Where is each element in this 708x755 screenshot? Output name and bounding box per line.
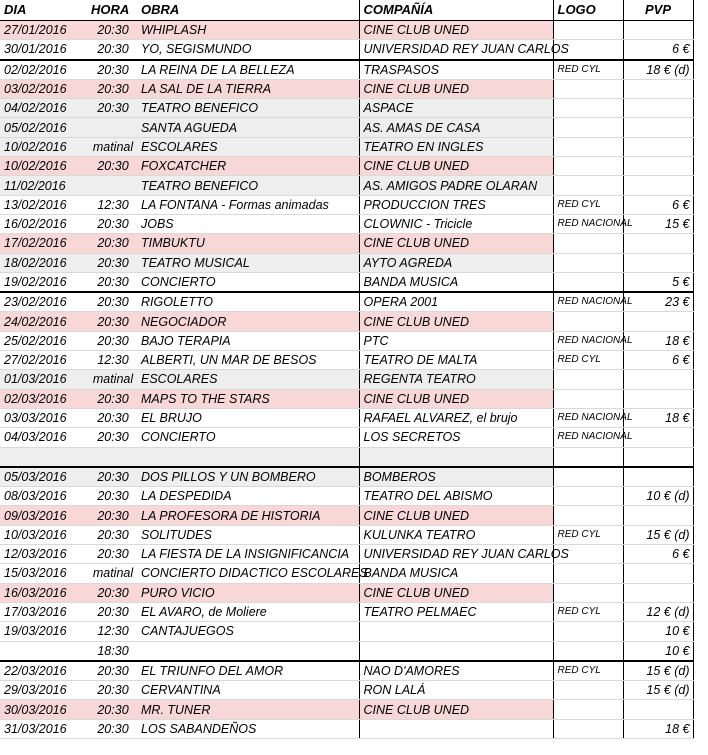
- cell-pvp: [623, 506, 693, 525]
- table-row: [0, 214, 693, 233]
- cell-obra: TEATRO BENEFICO: [137, 176, 359, 195]
- cell-dia: 08/03/2016: [0, 487, 87, 506]
- cell-hora: 20:30: [87, 661, 137, 681]
- cell-obra: JOBS: [137, 214, 359, 233]
- cell-compania: CINE CLUB UNED: [359, 234, 553, 253]
- cell-dia: 05/02/2016: [0, 118, 87, 137]
- header-hora: HORA: [87, 0, 137, 21]
- cell-logo: [553, 157, 623, 176]
- header-compania: COMPAÑÍA: [359, 0, 553, 21]
- cell-pvp: [623, 99, 693, 118]
- cell-dia: 02/03/2016: [0, 389, 87, 408]
- cell-logo: RED CYL: [553, 525, 623, 544]
- cell-hora: 20:30: [87, 719, 137, 738]
- cell-dia: 31/03/2016: [0, 719, 87, 738]
- cell-hora: 20:30: [87, 467, 137, 487]
- cell-obra: PURO VICIO: [137, 583, 359, 602]
- cell-dia: 13/02/2016: [0, 195, 87, 214]
- cell-pvp: 6 €: [623, 545, 693, 564]
- cell-hora: 20:30: [87, 234, 137, 253]
- cell-pvp: 12 € (d): [623, 602, 693, 621]
- cell-logo: [553, 583, 623, 602]
- cell-logo: [553, 719, 623, 738]
- cell-obra: MR. TUNER: [137, 700, 359, 719]
- cell-pvp: [623, 157, 693, 176]
- cell-pvp: 6 €: [623, 195, 693, 214]
- cell-dia: 05/03/2016: [0, 467, 87, 487]
- cell-hora: 20:30: [87, 253, 137, 272]
- cell-pvp: 6 €: [623, 351, 693, 370]
- cell-compania: UNIVERSIDAD REY JUAN CARLOS: [359, 545, 553, 564]
- cell-obra: YO, SEGISMUNDO: [137, 40, 359, 60]
- table-body: [0, 21, 693, 739]
- cell-pvp: [623, 312, 693, 331]
- cell-logo: [553, 641, 623, 661]
- cell-hora: 12:30: [87, 622, 137, 641]
- cell-obra: LA DESPEDIDA: [137, 487, 359, 506]
- cell-dia: 04/02/2016: [0, 99, 87, 118]
- cell-hora: 20:30: [87, 99, 137, 118]
- cell-dia: 17/02/2016: [0, 234, 87, 253]
- cell-obra: CANTAJUEGOS: [137, 622, 359, 641]
- cell-hora: 20:30: [87, 40, 137, 60]
- cell-logo: [553, 487, 623, 506]
- cell-obra: LOS SABANDEÑOS: [137, 719, 359, 738]
- cell-compania: BANDA MUSICA: [359, 564, 553, 583]
- cell-hora: 12:30: [87, 195, 137, 214]
- table-row: [0, 79, 693, 98]
- cell-compania: NAO D'AMORES: [359, 661, 553, 681]
- cell-obra: ESCOLARES: [137, 137, 359, 156]
- cell-hora: 20:30: [87, 60, 137, 80]
- cell-obra: FOXCATCHER: [137, 157, 359, 176]
- cell-logo: [553, 506, 623, 525]
- cell-hora: 20:30: [87, 602, 137, 621]
- cell-compania: TEATRO DE MALTA: [359, 351, 553, 370]
- cell-hora: 20:30: [87, 700, 137, 719]
- cell-logo: [553, 99, 623, 118]
- cell-hora: 20:30: [87, 389, 137, 408]
- cell-dia: 10/02/2016: [0, 137, 87, 156]
- cell-pvp: [623, 447, 693, 467]
- cell-obra: EL TRIUNFO DEL AMOR: [137, 661, 359, 681]
- cell-hora: 20:30: [87, 487, 137, 506]
- cell-pvp: 18 €: [623, 719, 693, 738]
- cell-hora: matinal: [87, 137, 137, 156]
- cell-logo: [553, 21, 623, 40]
- cell-dia: 24/02/2016: [0, 312, 87, 331]
- cell-compania: LOS SECRETOS: [359, 428, 553, 447]
- cell-dia: 15/03/2016: [0, 564, 87, 583]
- table-row: [0, 506, 693, 525]
- cell-pvp: [623, 253, 693, 272]
- cell-compania: CINE CLUB UNED: [359, 21, 553, 40]
- cell-logo: [553, 234, 623, 253]
- cell-compania: KULUNKA TEATRO: [359, 525, 553, 544]
- cell-hora: 20:30: [87, 79, 137, 98]
- cell-obra: [137, 447, 359, 467]
- cell-hora: 20:30: [87, 292, 137, 312]
- cell-pvp: [623, 21, 693, 40]
- cell-compania: CINE CLUB UNED: [359, 700, 553, 719]
- cell-dia: 29/03/2016: [0, 681, 87, 700]
- cell-obra: EL AVARO, de Moliere: [137, 602, 359, 621]
- cell-dia: 27/01/2016: [0, 21, 87, 40]
- table-row: [0, 467, 693, 487]
- cell-logo: [553, 447, 623, 467]
- cell-logo: [553, 700, 623, 719]
- cell-hora: 20:30: [87, 506, 137, 525]
- cell-logo: RED NACIONAL: [553, 331, 623, 350]
- cell-obra: CONCIERTO DIDACTICO ESCOLARES: [137, 564, 359, 583]
- cell-obra: ALBERTI, UN MAR DE BESOS: [137, 351, 359, 370]
- cell-logo: [553, 622, 623, 641]
- cell-obra: EL BRUJO: [137, 408, 359, 427]
- table-row: [0, 408, 693, 427]
- cell-compania: PRODUCCION TRES: [359, 195, 553, 214]
- header-obra: OBRA: [137, 0, 359, 21]
- cell-compania: TEATRO EN INGLES: [359, 137, 553, 156]
- cell-hora: 12:30: [87, 351, 137, 370]
- table-row: [0, 40, 693, 60]
- table-row: [0, 428, 693, 447]
- cell-obra: LA REINA DE LA BELLEZA: [137, 60, 359, 80]
- cell-pvp: 10 €: [623, 641, 693, 661]
- table-row: [0, 99, 693, 118]
- cell-hora: 20:30: [87, 525, 137, 544]
- table-row: [0, 157, 693, 176]
- cell-logo: [553, 253, 623, 272]
- cell-logo: RED CYL: [553, 351, 623, 370]
- cell-dia: 10/03/2016: [0, 525, 87, 544]
- cell-obra: ESCOLARES: [137, 370, 359, 389]
- table-row: [0, 661, 693, 681]
- cell-obra: CONCIERTO: [137, 272, 359, 292]
- cell-pvp: [623, 118, 693, 137]
- cell-pvp: 18 €: [623, 331, 693, 350]
- cell-logo: [553, 176, 623, 195]
- header-pvp: PVP: [623, 0, 693, 21]
- cell-compania: BANDA MUSICA: [359, 272, 553, 292]
- cell-pvp: 15 € (d): [623, 525, 693, 544]
- cell-logo: [553, 272, 623, 292]
- cell-hora: 20:30: [87, 157, 137, 176]
- cell-compania: REGENTA TEATRO: [359, 370, 553, 389]
- cell-compania: [359, 719, 553, 738]
- cell-dia: [0, 641, 87, 661]
- cell-obra: LA FIESTA DE LA INSIGNIFICANCIA: [137, 545, 359, 564]
- cell-hora: 18:30: [87, 641, 137, 661]
- table-row: [0, 370, 693, 389]
- cell-compania: OPERA 2001: [359, 292, 553, 312]
- header-dia: DIA: [0, 0, 87, 21]
- cell-logo: [553, 389, 623, 408]
- cell-obra: TEATRO BENEFICO: [137, 99, 359, 118]
- cell-hora: 20:30: [87, 681, 137, 700]
- cell-obra: DOS PILLOS Y UN BOMBERO: [137, 467, 359, 487]
- cell-pvp: [623, 428, 693, 447]
- cell-logo: RED CYL: [553, 60, 623, 80]
- cell-compania: CINE CLUB UNED: [359, 506, 553, 525]
- cell-pvp: [623, 79, 693, 98]
- cell-compania: CINE CLUB UNED: [359, 79, 553, 98]
- cell-hora: 20:30: [87, 428, 137, 447]
- table-row: [0, 389, 693, 408]
- table-row: [0, 195, 693, 214]
- cell-logo: RED NACIONAL: [553, 408, 623, 427]
- cell-compania: TEATRO PELMAEC: [359, 602, 553, 621]
- cell-compania: AS. AMAS DE CASA: [359, 118, 553, 137]
- cell-hora: [87, 118, 137, 137]
- cell-compania: CINE CLUB UNED: [359, 583, 553, 602]
- cell-obra: LA FONTANA - Formas animadas: [137, 195, 359, 214]
- cell-compania: RON LALÁ: [359, 681, 553, 700]
- table-row: [0, 234, 693, 253]
- cell-pvp: 15 €: [623, 214, 693, 233]
- cell-dia: 02/02/2016: [0, 60, 87, 80]
- table-row: [0, 525, 693, 544]
- cell-pvp: 15 € (d): [623, 681, 693, 700]
- cell-obra: SOLITUDES: [137, 525, 359, 544]
- cell-logo: RED NACIONAL: [553, 214, 623, 233]
- cell-obra: TEATRO MUSICAL: [137, 253, 359, 272]
- cell-dia: 12/03/2016: [0, 545, 87, 564]
- cell-compania: TRASPASOS: [359, 60, 553, 80]
- table-row: [0, 545, 693, 564]
- cell-dia: 03/02/2016: [0, 79, 87, 98]
- cell-pvp: [623, 389, 693, 408]
- table-row: [0, 700, 693, 719]
- header-row: [0, 0, 693, 21]
- cell-pvp: [623, 234, 693, 253]
- cell-dia: 19/03/2016: [0, 622, 87, 641]
- cell-compania: AS. AMIGOS PADRE OLARAN: [359, 176, 553, 195]
- cell-compania: CINE CLUB UNED: [359, 157, 553, 176]
- cell-pvp: [623, 176, 693, 195]
- table-row: [0, 60, 693, 80]
- table-row: [0, 487, 693, 506]
- cell-logo: RED CYL: [553, 195, 623, 214]
- table-row: [0, 21, 693, 40]
- cell-hora: [87, 447, 137, 467]
- cell-dia: 19/02/2016: [0, 272, 87, 292]
- cell-logo: [553, 137, 623, 156]
- cell-hora: matinal: [87, 370, 137, 389]
- table-row: [0, 583, 693, 602]
- cell-compania: CLOWNIC - Tricicle: [359, 214, 553, 233]
- cell-dia: 18/02/2016: [0, 253, 87, 272]
- cell-obra: LA SAL DE LA TIERRA: [137, 79, 359, 98]
- cell-hora: 20:30: [87, 312, 137, 331]
- cell-hora: 20:30: [87, 408, 137, 427]
- cell-compania: AYTO AGREDA: [359, 253, 553, 272]
- cell-pvp: [623, 564, 693, 583]
- cell-dia: [0, 447, 87, 467]
- table-row: [0, 681, 693, 700]
- cell-obra: SANTA AGUEDA: [137, 118, 359, 137]
- cell-hora: 20:30: [87, 21, 137, 40]
- cell-obra: TIMBUKTU: [137, 234, 359, 253]
- cell-dia: 27/02/2016: [0, 351, 87, 370]
- cell-obra: BAJO TERAPIA: [137, 331, 359, 350]
- cell-hora: 20:30: [87, 214, 137, 233]
- cell-dia: 17/03/2016: [0, 602, 87, 621]
- cell-hora: 20:30: [87, 272, 137, 292]
- cell-logo: [553, 681, 623, 700]
- cell-pvp: 18 € (d): [623, 60, 693, 80]
- cell-pvp: [623, 370, 693, 389]
- cell-compania: CINE CLUB UNED: [359, 312, 553, 331]
- cell-compania: ASPACE: [359, 99, 553, 118]
- cell-pvp: [623, 137, 693, 156]
- table-row: [0, 253, 693, 272]
- cell-pvp: 15 € (d): [623, 661, 693, 681]
- cell-logo: RED NACIONAL: [553, 428, 623, 447]
- table-row: [0, 719, 693, 738]
- cell-dia: 11/02/2016: [0, 176, 87, 195]
- cell-dia: 30/03/2016: [0, 700, 87, 719]
- cell-dia: 22/03/2016: [0, 661, 87, 681]
- cell-obra: LA PROFESORA DE HISTORIA: [137, 506, 359, 525]
- cell-pvp: 10 €: [623, 622, 693, 641]
- cell-hora: matinal: [87, 564, 137, 583]
- cell-dia: 25/02/2016: [0, 331, 87, 350]
- cell-logo: [553, 467, 623, 487]
- cell-pvp: 23 €: [623, 292, 693, 312]
- cell-logo: [553, 79, 623, 98]
- cell-compania: TEATRO DEL ABISMO: [359, 487, 553, 506]
- table-row: [0, 351, 693, 370]
- cell-compania: RAFAEL ALVAREZ, el brujo: [359, 408, 553, 427]
- table-row: [0, 312, 693, 331]
- cell-dia: 01/03/2016: [0, 370, 87, 389]
- cell-pvp: 6 €: [623, 40, 693, 60]
- cell-hora: 20:30: [87, 331, 137, 350]
- cell-logo: [553, 564, 623, 583]
- cell-logo: [553, 118, 623, 137]
- cell-compania: PTC: [359, 331, 553, 350]
- cell-compania: [359, 447, 553, 467]
- cell-logo: RED NACIONAL: [553, 292, 623, 312]
- table-row: [0, 272, 693, 292]
- cell-logo: [553, 370, 623, 389]
- cell-dia: 09/03/2016: [0, 506, 87, 525]
- cell-obra: WHIPLASH: [137, 21, 359, 40]
- table-row: [0, 118, 693, 137]
- cell-pvp: [623, 700, 693, 719]
- cell-obra: CONCIERTO: [137, 428, 359, 447]
- table-row: [0, 641, 693, 661]
- cell-dia: 23/02/2016: [0, 292, 87, 312]
- cell-pvp: [623, 467, 693, 487]
- cell-logo: RED CYL: [553, 602, 623, 621]
- cell-pvp: [623, 583, 693, 602]
- cell-hora: [87, 176, 137, 195]
- cell-hora: 20:30: [87, 583, 137, 602]
- cell-obra: RIGOLETTO: [137, 292, 359, 312]
- cell-logo: RED CYL: [553, 661, 623, 681]
- cell-obra: NEGOCIADOR: [137, 312, 359, 331]
- table-row: [0, 292, 693, 312]
- table-row: [0, 602, 693, 621]
- cell-pvp: 10 € (d): [623, 487, 693, 506]
- cell-dia: 10/02/2016: [0, 157, 87, 176]
- table-row: [0, 176, 693, 195]
- cell-hora: 20:30: [87, 545, 137, 564]
- cell-dia: 03/03/2016: [0, 408, 87, 427]
- cell-compania: [359, 641, 553, 661]
- cell-dia: 04/03/2016: [0, 428, 87, 447]
- cell-obra: MAPS TO THE STARS: [137, 389, 359, 408]
- cell-pvp: 5 €: [623, 272, 693, 292]
- header-logo: LOGO: [553, 0, 623, 21]
- cell-pvp: 18 €: [623, 408, 693, 427]
- table-row: [0, 137, 693, 156]
- table-row: [0, 331, 693, 350]
- cell-logo: [553, 312, 623, 331]
- cell-compania: CINE CLUB UNED: [359, 389, 553, 408]
- cell-compania: BOMBEROS: [359, 467, 553, 487]
- table-row: [0, 447, 693, 467]
- cell-compania: [359, 622, 553, 641]
- cell-dia: 16/02/2016: [0, 214, 87, 233]
- cell-dia: 30/01/2016: [0, 40, 87, 60]
- cell-compania: UNIVERSIDAD REY JUAN CARLOS: [359, 40, 553, 60]
- cell-obra: CERVANTINA: [137, 681, 359, 700]
- table-row: [0, 564, 693, 583]
- cell-dia: 16/03/2016: [0, 583, 87, 602]
- cell-obra: [137, 641, 359, 661]
- table-row: [0, 622, 693, 641]
